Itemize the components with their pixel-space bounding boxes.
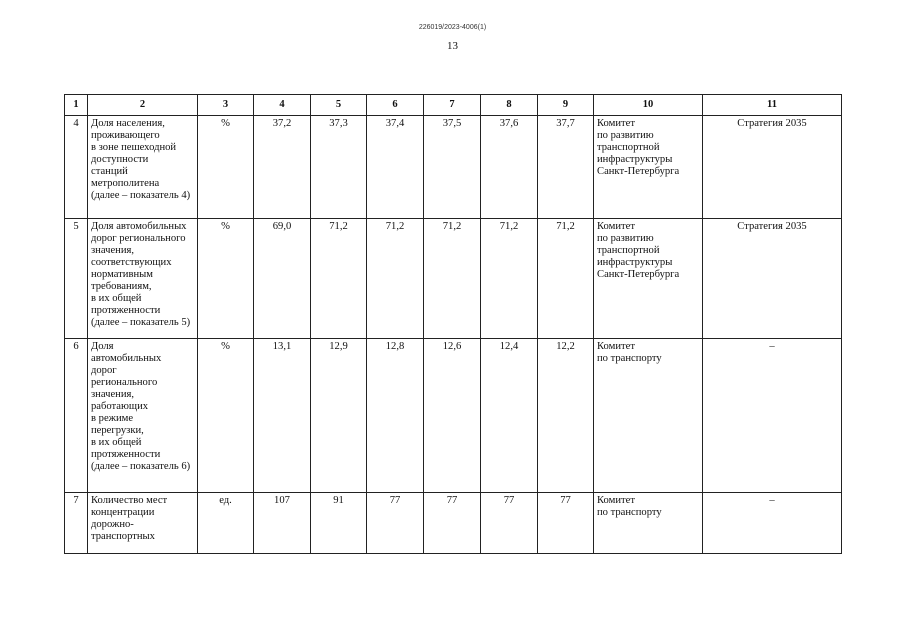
source-document: – bbox=[703, 339, 842, 493]
value-cell: 12,9 bbox=[311, 339, 367, 493]
unit-cell: % bbox=[198, 219, 254, 339]
source-document: – bbox=[703, 493, 842, 554]
column-header: 11 bbox=[703, 95, 842, 116]
column-header: 9 bbox=[538, 95, 594, 116]
indicator-name: Доля автомобильных дорог регионального значения, работающих в режиме перегрузки, в их общей протяженности (далее – показатель 6) bbox=[88, 339, 198, 493]
responsible-body: Комитет по развитию транспортной инфраструктуры Санкт-Петербурга bbox=[594, 219, 703, 339]
source-document: Стратегия 2035 bbox=[703, 116, 842, 219]
table-row bbox=[65, 339, 842, 493]
value-cell: 37,3 bbox=[311, 116, 367, 219]
indicator-name: Доля автомобильных дорог регионального значения, соответствующих нормативным требованиям, в их общей протяженности (далее – показатель 5) bbox=[88, 219, 198, 339]
value-cell: 13,1 bbox=[254, 339, 311, 493]
table-row bbox=[65, 219, 842, 339]
indicators-table bbox=[64, 94, 842, 554]
column-header: 5 bbox=[311, 95, 367, 116]
value-cell: 12,2 bbox=[538, 339, 594, 493]
value-cell: 77 bbox=[367, 493, 424, 554]
value-cell: 77 bbox=[538, 493, 594, 554]
value-cell: 37,2 bbox=[254, 116, 311, 219]
document-id: 226019/2023-4006(1) bbox=[418, 24, 487, 31]
page-number: 13 bbox=[447, 40, 458, 52]
value-cell: 71,2 bbox=[311, 219, 367, 339]
row-number: 4 bbox=[65, 116, 88, 219]
row-number: 5 bbox=[65, 219, 88, 339]
column-header: 8 bbox=[481, 95, 538, 116]
indicator-name: Количество мест концентрации дорожно- транспортных bbox=[88, 493, 198, 554]
value-cell: 71,2 bbox=[538, 219, 594, 339]
value-cell: 37,5 bbox=[424, 116, 481, 219]
column-header: 4 bbox=[254, 95, 311, 116]
responsible-body: Комитет по транспорту bbox=[594, 493, 703, 554]
row-number: 6 bbox=[65, 339, 88, 493]
column-header: 1 bbox=[65, 95, 88, 116]
table-row bbox=[65, 493, 842, 554]
value-cell: 12,6 bbox=[424, 339, 481, 493]
responsible-body: Комитет по транспорту bbox=[594, 339, 703, 493]
unit-cell: % bbox=[198, 339, 254, 493]
source-document: Стратегия 2035 bbox=[703, 219, 842, 339]
value-cell: 77 bbox=[424, 493, 481, 554]
value-cell: 71,2 bbox=[481, 219, 538, 339]
responsible-body: Комитет по развитию транспортной инфраструктуры Санкт-Петербурга bbox=[594, 116, 703, 219]
unit-cell: % bbox=[198, 116, 254, 219]
column-header: 2 bbox=[88, 95, 198, 116]
value-cell: 12,4 bbox=[481, 339, 538, 493]
unit-cell: ед. bbox=[198, 493, 254, 554]
value-cell: 107 bbox=[254, 493, 311, 554]
value-cell: 12,8 bbox=[367, 339, 424, 493]
value-cell: 37,4 bbox=[367, 116, 424, 219]
value-cell: 37,6 bbox=[481, 116, 538, 219]
table-row bbox=[65, 116, 842, 219]
header-row bbox=[65, 95, 842, 116]
value-cell: 77 bbox=[481, 493, 538, 554]
value-cell: 71,2 bbox=[424, 219, 481, 339]
row-number: 7 bbox=[65, 493, 88, 554]
value-cell: 71,2 bbox=[367, 219, 424, 339]
column-header: 10 bbox=[594, 95, 703, 116]
column-header: 3 bbox=[198, 95, 254, 116]
column-header: 7 bbox=[424, 95, 481, 116]
indicator-name: Доля населения, проживающего в зоне пешеходной доступности станций метрополитена (далее – показатель 4) bbox=[88, 116, 198, 219]
value-cell: 91 bbox=[311, 493, 367, 554]
value-cell: 37,7 bbox=[538, 116, 594, 219]
column-header: 6 bbox=[367, 95, 424, 116]
value-cell: 69,0 bbox=[254, 219, 311, 339]
